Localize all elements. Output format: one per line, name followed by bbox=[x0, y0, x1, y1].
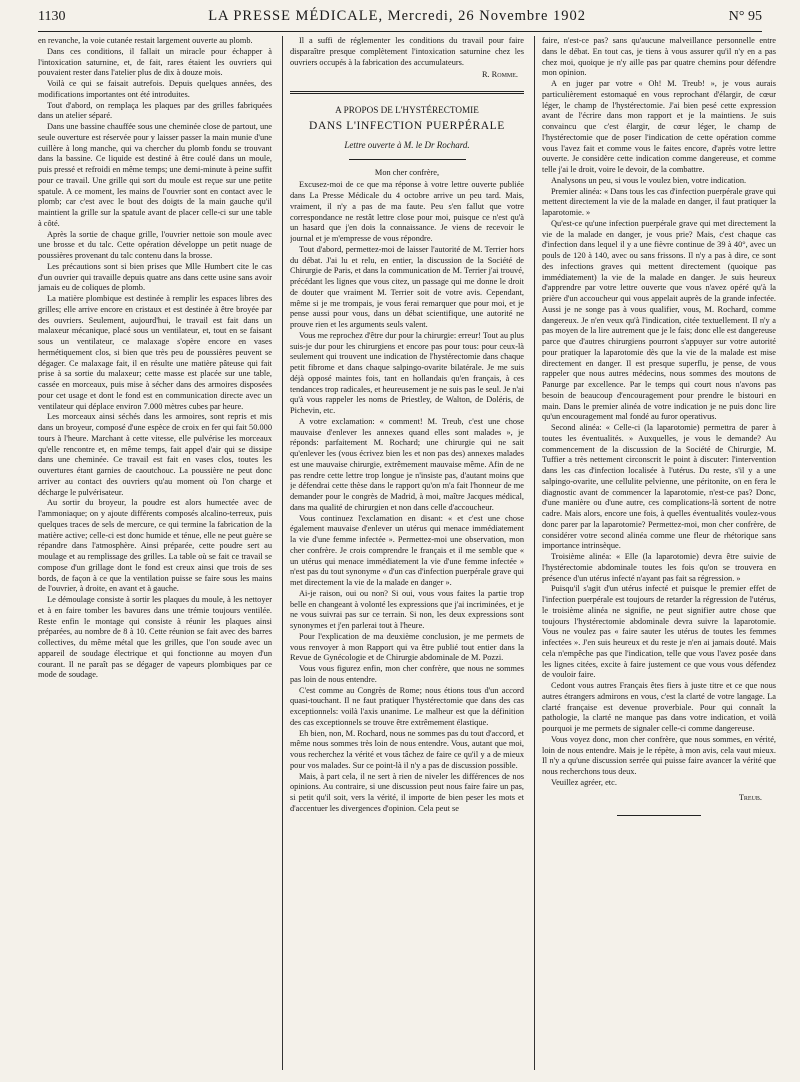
column-3 bbox=[542, 36, 776, 1070]
paragraph: Tout d'abord, on remplaça les plaques par des grilles fabriquées dans un atelier séparé. bbox=[38, 100, 272, 121]
paragraph: Tout d'abord, permettez-moi de laisser l'autorité de M. Terrier hors du débat. J'ai lu et relu, en entier, la discussion de la Société de Chirurgie de Paris, et dans la communication de M. Terrier j'ai trouvé, précédant les lignes que vous citez, un passage qui me donne le droit de douter que vraiment M. Terrier soit de votre avis. Cependant, même si je me trompais, je vous ferai remarquer que pour moi, et je pense aussi pour vous, dans un débat scientifique, une autorité ne prouve rien et les arguments seuls valent. bbox=[290, 244, 524, 329]
column-1 bbox=[38, 36, 272, 1070]
paragraph: Le démoulage consiste à sortir les plaques du moule, à les nettoyer et à en faire tomber les bavures dans une trémie toujours ventilée. Reste enfin le montage qui consiste à réunir les plaques ainsi préparées, au nombre de 8 à 10. Cette réunion se fait avec des barres collectives, du même métal que les grilles, que l'on soude avec un appareil de soudage électrique et qui fonctionne au moyen d'un courant. Il ne paraît pas se dégager de vapeurs plombiques par ce mode de soudage. bbox=[38, 595, 272, 680]
author-signature: R. Romme. bbox=[481, 70, 518, 80]
paragraph: Veuillez agréer, etc. bbox=[551, 777, 617, 787]
paragraph: A votre exclamation: « comment! M. Treub, c'est une chose mauvaise d'enlever les annexes quand elles sont malades », je réponds: parfaitement M. Rochard; une chirurgie qui ne sait qu'enlever les (vous écrivez bien les et non pas des) annexes malades est une mauvaise chirurgie, extrêmement mauvaise même. Afin de ne pas rendre cette lettre trop longue je n'insiste pas, d'autant moins que je défendrai cette thèse dans le rapport qu'on m'a fait l'honneur de me demander pour le congrès de Madrid, à moi, maître Jacques médical, dans ma qualité de chirurgien et non dans celle d'accoucheur. bbox=[290, 416, 524, 512]
paragraph: Voilà ce qui se faisait autrefois. Depuis quelques années, des modifications importantes ont été introduites. bbox=[38, 79, 272, 99]
page-number: 1130 bbox=[38, 9, 66, 24]
article-subtitle: Lettre ouverte à M. le Dr Rochard. bbox=[344, 139, 470, 150]
page-header bbox=[38, 8, 762, 30]
paragraph: Vous vous figurez enfin, mon cher confrère, que nous ne sommes pas loin de nous entendre. bbox=[290, 664, 524, 684]
paragraph: Après la sortie de chaque grille, l'ouvrier nettoie son moule avec une brosse et du talc. Cette opération développe un petit nuage de poussières provenant du talc contenu dans la brosse. bbox=[38, 229, 272, 260]
paragraph: Eh bien, non, M. Rochard, nous ne sommes pas du tout d'accord, et même nous sommes très loin de nous entendre. Vous, autant que moi, vous recherchez la vérité et vous tâchez de faire ce qu'il y a de mieux pour vos malades. Sur ce point-là il n'y a pas de discussion possible. bbox=[290, 728, 524, 770]
paragraph: Premier alinéa: « Dans tous les cas d'infection puerpérale grave qui mettent directement la vie de la malade en danger, il faut pratiquer la laparotomie. » bbox=[542, 186, 776, 217]
paragraph: Excusez-moi de ce que ma réponse à votre lettre ouverte publiée dans La Presse Médicale du 4 octobre arrive un peu tard. Mais, vraiment, il n'y a pas de ma faute. Peu s'en fallut que votre correspondance ne restât lettre close pour moi, puisque ce n'est qu'à un hasard que j'en dois la connaissance. Je viens de recevoir le journal et je m'empresse de vous répondre. bbox=[290, 180, 524, 243]
header-rule bbox=[38, 31, 762, 32]
issue-number: N° 95 bbox=[728, 9, 762, 24]
paragraph: C'est comme au Congrès de Rome; nous étions tous d'un accord quasi-touchant. Il ne faut pratiquer l'hystérectomie que dans des cas exceptionnels: voilà l'axis unanime. Le malheur est que la définition des cas exceptionnels se trouve être extrêmement élastique. bbox=[290, 685, 524, 727]
paragraph: Pour l'explication de ma deuxième conclusion, je me permets de vous renvoyer à mon Rapport qui va être publié tout entier dans la Revue de Gynécologie et de Chirurgie abdominale de M. Pozzi. bbox=[290, 631, 524, 663]
paragraph: Qu'est-ce qu'une infection puerpérale grave qui met directement la vie de la malade en danger, je vous prie? Mais, c'est chaque cas d'infection dans lequel il y a une fièvre continue de 39 à 40°, avec un pouls de 120 à 140, avec ou sans frissons. Il n'y a pas à dire, ce sont des infections graves qui mettent directement (quoique pas immédiatement) la vie de la malade en danger. Je suis heureux d'apprendre par votre lettre ouverte que vous n'avez opéré qu'à la prière d'un accoucheur qui vous appelait auprès de la grande infectée. Aussi je ne songe pas à vous qualifier, vous, M. Rochard, comme dangereux. Je n'en veux qu'à l'indication, citée textuellement. Il n'y a pas moyen de la lire autrement que je le fais; donc elle est dangereuse parce que d'autres chirurgiens pourront s'appuyer sur votre autorité pour pratiquer la laparotomie dès que la vie de la malade est mise directement en danger. Il est presque superflu, je pense, de vous rappeler que nous autres médecins, nous sommes des moutons de Panurge par excellence. Par le temps qui court nous n'avons pas besoin de beaucoup d'encouragement pour prendre le bistouri en main. Dans le premier alinéa de votre indication je ne puis donc lire qu'un encouragement mal fondé au furor operativus. bbox=[542, 218, 776, 422]
paragraph: Troisième alinéa: « Elle (la laparotomie) devra être suivie de l'hystérectomie abdominale toutes les fois qu'on se trouvera en présence d'un utérus infecté n'ayant pas fait sa régression. » bbox=[542, 552, 776, 583]
paragraph: Puisqu'il s'agit d'un utérus infecté et puisque le premier effet de l'infection puerpérale est toujours de retarder la régression de l'utérus, le troisième alinéa ne signifie, ne peut signifier autre chose que toujours l'hystérectomie abdominale devra suivre la laparotomie. Vous ne voulez pas « faire sauter les utérus de toutes les femmes infectées ». J'en suis heureux et du reste je n'en ai jamais douté. Mais cela n'empêche pas que l'indication, telle que vous l'avez posée dans les lignes citées, excite à faire justement ce que vous vous défendez de vouloir faire. bbox=[542, 584, 776, 680]
paragraph: Dans une bassine chauffée sous une cheminée close de partout, une seule ouverture est réservée pour y laisser passer la main munie d'une cuillère à long manche, qui va chercher du plomb fondu se trouvant dans la bassine. Ce liquide est destiné à être coulé dans un moule, puis pressé et refroidi en même temps; une demi-minute à peine suffit pour ce travail. Une grille qui sort du moule est reçue sur une petite spatule. A ce moment, les mains de l'ouvrier sont en contact avec le plomb; car c'est avec le bout des doigts de la main gauche qu'il maintient la grille sur la spatule avant de placer celle-ci sur une table à côté. bbox=[38, 122, 272, 228]
paragraph: faire, n'est-ce pas? sans qu'aucune malveillance personnelle entre dans le débat. En tout cas, je tiens à vous assurer qu'il n'y en a pas chez moi, quoique je n'y aille pas par quatre chemins pour défendre mon opinion. bbox=[542, 36, 776, 78]
paragraph: en revanche, la voie cutanée restait largement ouverte au plomb. bbox=[38, 36, 253, 45]
paragraph: Les précautions sont si bien prises que Mlle Humbert cite le cas d'un ouvrier qui travaille depuis quatre ans dans cette usine sans avoir jamais eu de coliques de plomb. bbox=[38, 261, 272, 293]
end-rule bbox=[617, 815, 701, 816]
column-2 bbox=[290, 36, 524, 1070]
paragraph: Dans ces conditions, il fallait un miracle pour échapper à l'intoxication saturnine, et, de fait, rares étaient les ouvriers qui pouvaient rester dans l'atelier plus de dix à douze mois. bbox=[38, 46, 272, 78]
paragraph: Au sortir du broyeur, la poudre est alors humectée avec de l'ammoniaque; on y ajoute différents composés alcalino-terreux, puis quelques traces de sels de mercure, ce qui termine la fabrication de la matière active; celle-ci est donc humide et ténue, elle ne peut guère se répandre dans l'atmosphère. Ainsi préparée, cette poudre sert au moulage et au remplissage des grilles. La table où se fait ce travail se compose d'un grillage dont le fond est creux ainsi que trois de ses bords, de façon à ce que la ventilation puisse se faire sous les mains de l'ouvrier, à droite, en avant et à gauche. bbox=[38, 498, 272, 594]
paragraph: Vous voyez donc, mon cher confrère, que nous sommes, en vérité, loin de nous entendre. Mais je le répète, à mon avis, cela vaut mieux. Il n'y a qu'une discussion serrée qui puisse faire avancer la vérité que nous recherchons tous deux. bbox=[542, 734, 776, 776]
title-rule bbox=[349, 159, 466, 160]
journal-title: LA PRESSE MÉDICALE, Mercredi, 26 Novembre 1902 bbox=[208, 8, 587, 24]
paragraph: Les morceaux ainsi séchés dans les armoires, sont repris et mis dans un broyeur, composé d'une espèce de croix en fer qui fait 50.000 tours à l'heure. Marchant à cette vitesse, elle pulvérise les morceaux qu'elle rencontre et, en même temps, fait appel d'air qui se dissipe dans une cheminée. Ce travail est fait en vases clos, toutes les ouvertures étant garnies de caoutchouc. La poussière ne peut donc arriver au contact des ouvriers qu'au moment où l'on charge et décharge le pulvérisateur. bbox=[38, 412, 272, 497]
paragraph: Vous me reprochez d'être dur pour la chirurgie: erreur! Tout au plus suis-je dur pour les chirurgiens et encore pas pour tous: pour ceux-là seulement qui trouvent une indication de l'hystérectomie dans chaque petit fibrome et dans chaque salpingo-ovarite bilatérale. Je me suis déjà opposé maintes fois, tant en hollandais qu'en français, à ces tendances trop radicales, et heureusement je ne suis pas le seul. Je n'ai qu'à vous rappeler les noms de Priestley, de Walton, de Doléris, de Pichevin, etc. bbox=[290, 330, 524, 415]
article-title-line-2: DANS L'INFECTION PUERPÉRALE bbox=[309, 120, 505, 132]
column-separator bbox=[282, 36, 283, 1070]
paragraph: A en juger par votre « Oh! M. Treub! », je vous aurais particulièrement estomaqué en vous reprochant d'élargir, de cœur léger, le champ de l'hystérectomie. J'ai bien pesé cette expression avant de l'écrire dans mon rapport et je la maintiens. Je suis convaincu que c'est élargir, de cœur léger, le champ de l'hystérectomie que de poser l'indication de cette opération comme vous l'avez fait et comme vous le faites encore, d'après votre lettre ouverte. Je considère cette indication comme dangereuse, et comme telle j'ai le droit, voire le devoir, de la combattre. bbox=[542, 79, 776, 174]
salutation: Mon cher confrère, bbox=[374, 167, 440, 177]
column-separator bbox=[534, 36, 535, 1070]
paragraph: Second alinéa: « Celle-ci (la laparotomie) permettra de parer à toutes les éventualités. » Auxquelles, je vous le demande? Au commencement de la discussion de la Société de Chirurgie, M. Tuffier a très nettement circonscrit le point à discuter: l'intervention dans les cas d'infection localisée à l'utérus. Du reste, s'il y a une salpingo-ovarite, une cellulite pelvienne, une péritonite, on en fera le diagnostic avant de commencer la laparotomie, n'est-ce pas? Donc, d'une manière ou d'une autre, ces complications-là sortent de notre cadre. Mais alors, encore une fois, à quelles éventualités voulez-vous donc parer par la laparotomie? Permettez-moi, mon cher confrère, de considérer votre second alinéa comme une fleur de rhétorique sans importance intrinsèque. bbox=[542, 423, 776, 551]
paragraph: La matière plombique est destinée à remplir les espaces libres des grilles; elle arrive encore en cristaux et est destinée à être broyée par des ouvriers. Seulement, aujourd'hui, le travail est fait dans un malaxeur mécanique, placé sous un ventilateur, et, tout en se faisant sous un ventilateur, ce malaxage s'opère encore en vases hermétiquement clos, si bien que très peu de poussières peuvent se dégager. Ce malaxage fait, il en résulte une matière pâteuse qui fait prise à sa sortie du malaxeur; cette masse est placée sur une table, cassée en morceaux, puis mise à sécher dans des armoires disposées pour cet usage et dont le fond est en communication directe avec un ventilateur qui déplace environ 7.000 mètres cubes par heure. bbox=[38, 294, 272, 411]
paragraph: Vous continuez l'exclamation en disant: « et c'est une chose également mauvaise d'enlever un utérus qui menace immédiatement la vie d'une femme infectée ». Permettez-moi une observation, mon cher confrère. Je crois comprendre le français et il me semble que « un utérus qui menace immédiatement la vie d'une femme infectée » n'est pas du tout synonyme « d'un cas d'infection puerpérale grave qui met directement la vie de la malade en danger ». bbox=[290, 513, 524, 587]
paragraph: Ai-je raison, oui ou non? Si oui, vous vous faites la partie trop belle en changeant à volonté les expressions que j'ai incriminées, et je ne vous suivrai pas sur ce terrain. Si non, les deux expressions sont synonymes et j'en parlerai tout à l'heure. bbox=[290, 588, 524, 630]
article-title: A PROPOS DE L'HYSTÉRECTOMIE bbox=[335, 105, 479, 115]
paragraph: Cedont vous autres Français êtes fiers à juste titre et ce que nous autres étrangers admirons en vous, c'est la clarté de votre langage. La clarté française est devenue proverbiale. Pour qui connaît la pathologie, la clarté ne manque pas dans votre indication, et voilà pourquoi je me permets de signaler celle-ci comme dangereuse. bbox=[542, 681, 776, 733]
article-separator bbox=[290, 91, 524, 94]
paragraph: Analysons un peu, si vous le voulez bien, votre indication. bbox=[551, 175, 747, 185]
paragraph: Il a suffi de réglementer les conditions du travail pour faire disparaître presque complètement l'intoxication saturnine chez les ouvriers occupés à la fabrication des accumulateurs. bbox=[290, 36, 524, 67]
paragraph: Mais, à part cela, il ne sert à rien de niveler les différences de nos opinions. Au contraire, si une discussion peut nous faire faire un pas, si petit qu'il soit, vers la vérité, il importe de bien peser les mots et d'accentuer les divergences d'opinion. Cela peut se bbox=[290, 771, 524, 813]
author-signature: Treub. bbox=[738, 792, 762, 802]
